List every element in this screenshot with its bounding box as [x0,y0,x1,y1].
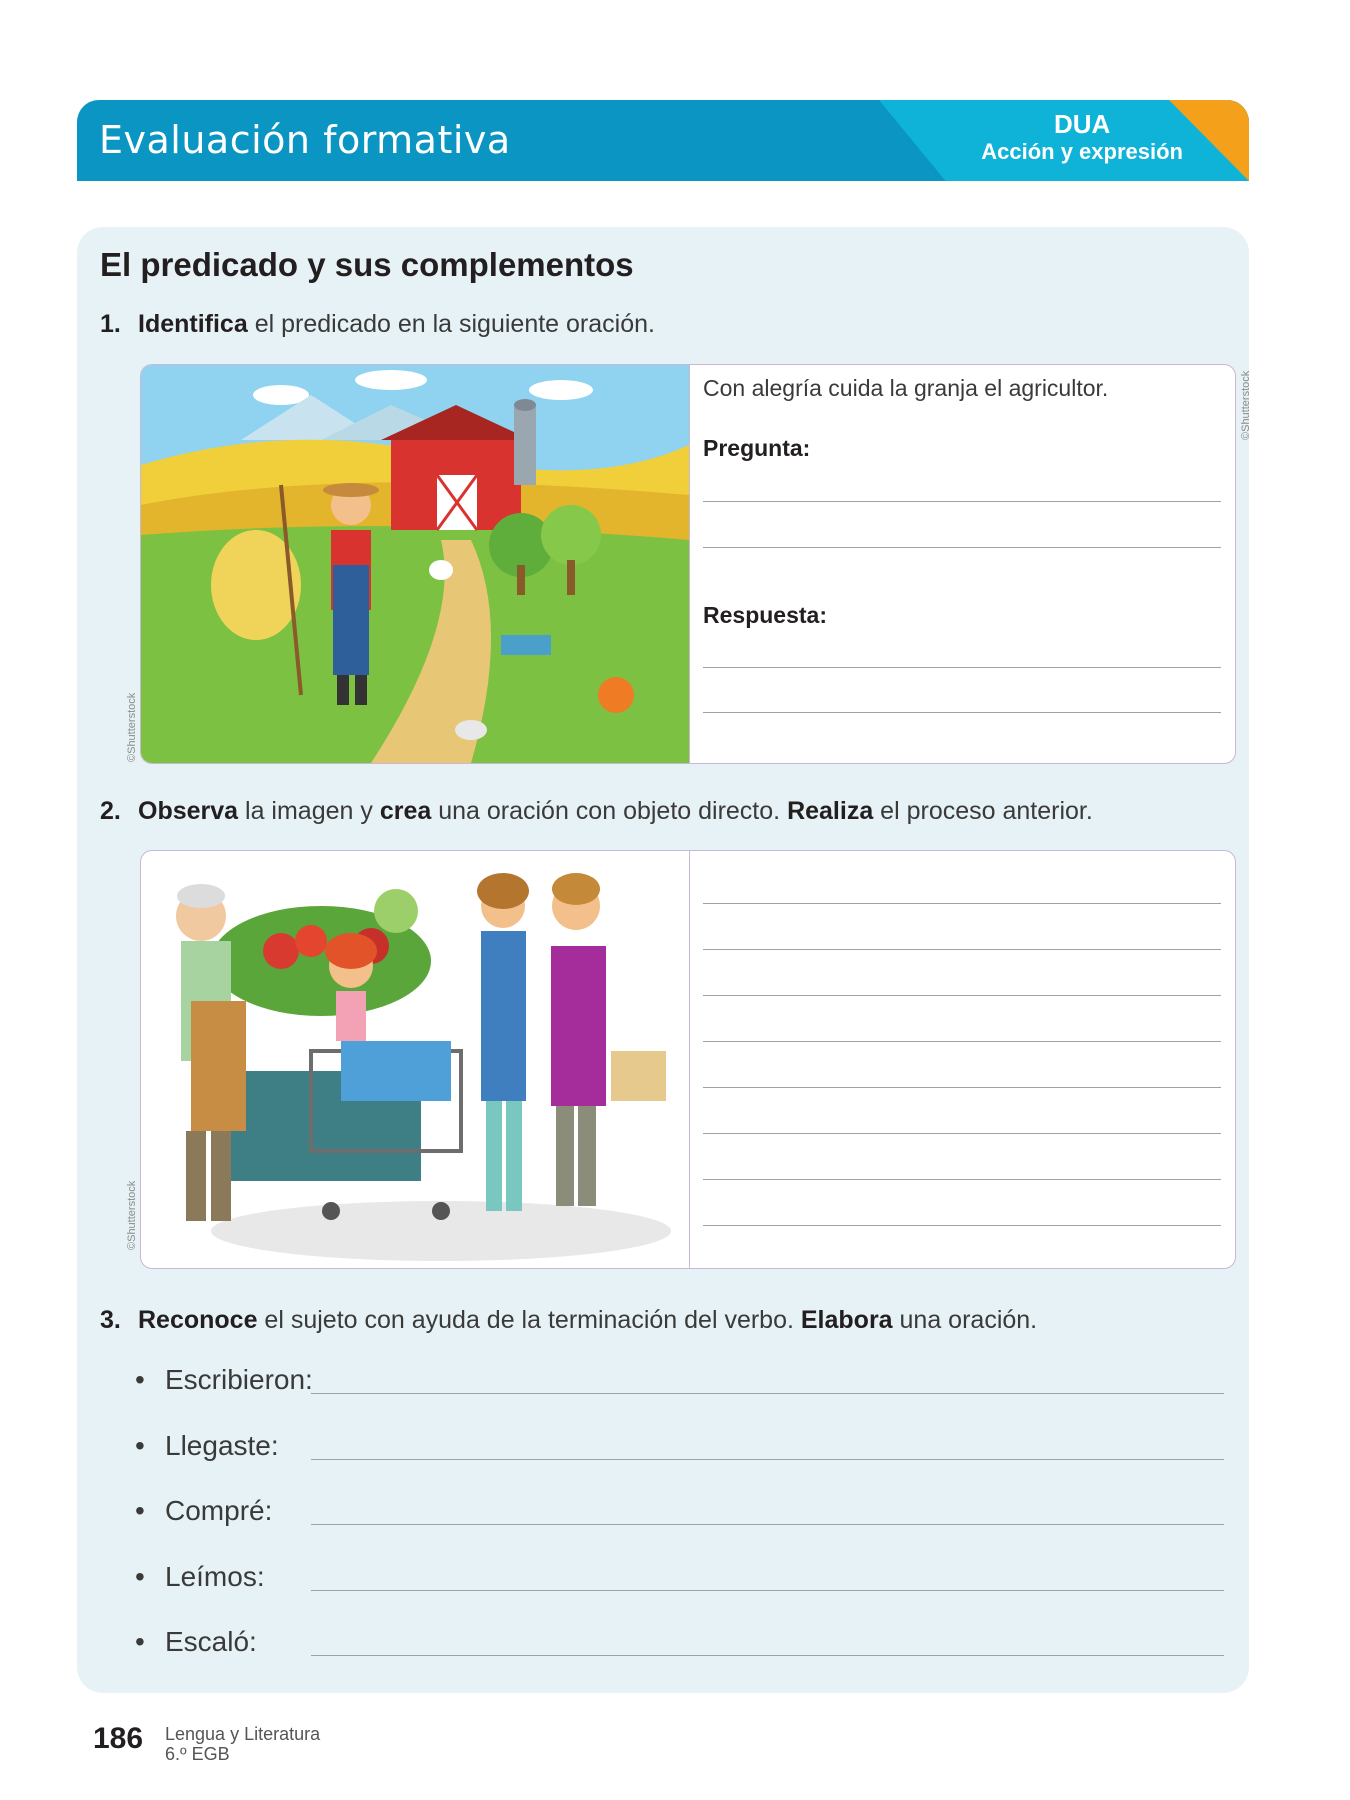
answer-line[interactable] [703,501,1221,502]
question-1 [100,310,655,339]
verb-item [135,1495,272,1527]
action-verb: Realiza [787,797,874,825]
image-credit: ©Shutterstock [126,692,138,762]
question-3 [100,1306,1037,1335]
market-illustration [141,851,690,1268]
answer-line[interactable] [703,547,1221,548]
bullet: • [135,1561,145,1592]
subject-name: Lengua y Literatura [165,1724,321,1744]
verb-item [135,1430,279,1462]
writing-line[interactable] [703,1041,1221,1042]
verb-item [135,1364,313,1396]
section-title: El predicado y sus complementos [100,246,634,283]
writing-line[interactable] [311,1524,1224,1525]
question-2 [100,797,1093,826]
image-credit: ©Shutterstock [126,1180,138,1250]
answer-label: Respuesta: [703,602,827,628]
exercise-box-1 [140,364,1236,764]
question-text: el proceso anterior. [873,797,1093,825]
header-title: Evaluación formativa [99,118,511,162]
action-verb: Identifica [138,310,248,338]
bullet: • [135,1495,145,1526]
writing-line[interactable] [703,1225,1221,1226]
footer-subject [165,1724,320,1764]
writing-line[interactable] [703,949,1221,950]
farm-illustration [141,365,690,763]
writing-line[interactable] [703,1087,1221,1088]
question-text: una oración con objeto directo. [431,797,788,825]
verb-label: Escribieron: [165,1364,313,1395]
dua-subtitle: Acción y expresión [981,139,1183,164]
bullet: • [135,1364,145,1395]
grade-label: 6.º EGB [165,1744,230,1764]
action-verb: crea [379,797,432,825]
farm-scene-icon [141,365,689,763]
answer-line[interactable] [703,667,1221,668]
bullet: • [135,1430,145,1461]
question-text: la imagen y [238,797,380,825]
question-number: 2. [100,797,121,825]
dua-badge [981,110,1183,166]
dua-title: DUA [1053,109,1111,139]
verb-label: Escaló: [165,1626,257,1657]
market-scene-icon [141,851,689,1268]
question-label: Pregunta: [703,435,811,461]
question-text: una oración. [892,1306,1038,1334]
question-text: el sujeto con ayuda de la terminación del verbo. [257,1306,801,1334]
bullet: • [135,1626,145,1657]
writing-line[interactable] [311,1590,1224,1591]
sentence-text: Con alegría cuida la granja el agricultor. [703,375,1109,401]
verb-item [135,1626,257,1658]
action-verb: Elabora [800,1306,893,1334]
verb-label: Leímos: [165,1561,265,1592]
header-banner [77,100,1249,181]
question-text: el predicado en la siguiente oración. [247,310,655,338]
writing-line[interactable] [311,1459,1224,1460]
verb-label: Llegaste: [165,1430,279,1461]
writing-line[interactable] [703,1179,1221,1180]
writing-line[interactable] [703,1133,1221,1134]
writing-line[interactable] [703,903,1221,904]
action-verb: Observa [138,797,239,825]
writing-line[interactable] [311,1393,1224,1394]
question-number: 1. [100,310,121,338]
writing-line[interactable] [703,995,1221,996]
action-verb: Reconoce [138,1306,258,1334]
writing-line[interactable] [311,1655,1224,1656]
verb-label: Compré: [165,1495,273,1526]
page-number: 186 [93,1722,144,1755]
image-credit: ©Shutterstock [1240,370,1252,440]
question-number: 3. [100,1306,121,1334]
verb-item [135,1561,265,1593]
exercise-box-2 [140,850,1236,1269]
answer-line[interactable] [703,712,1221,713]
